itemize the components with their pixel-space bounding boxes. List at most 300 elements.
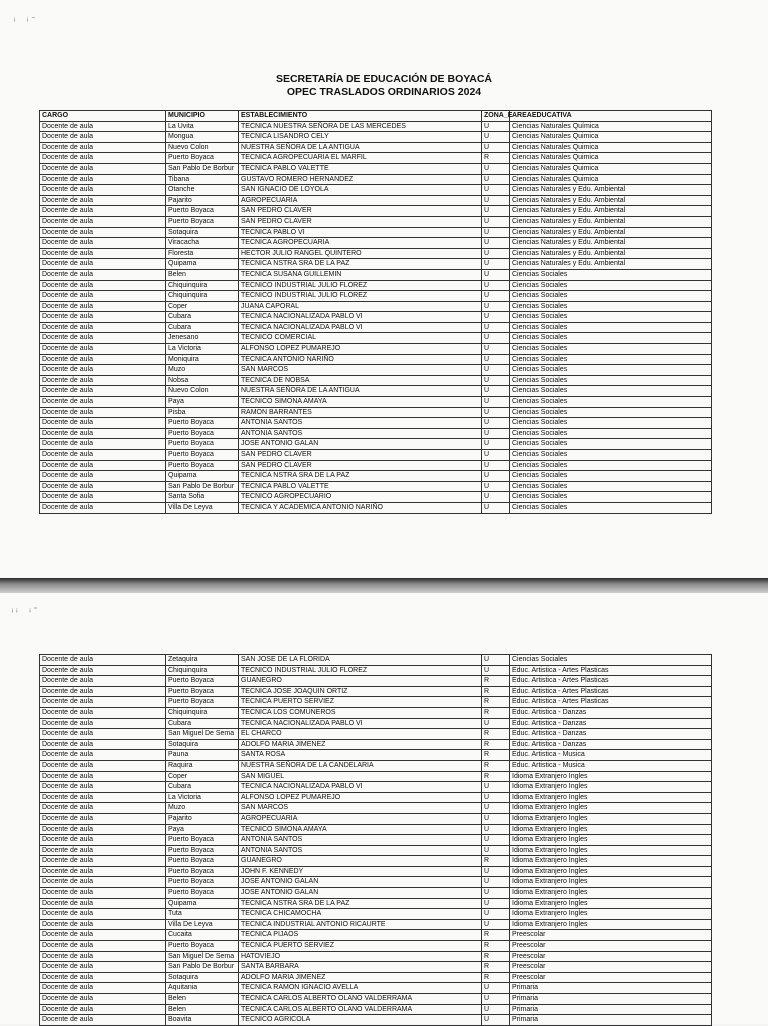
cell-municipio: Cubara [166,322,239,333]
cell-cargo: Docente de aula [40,132,166,143]
cell-area-educativa: Ciencias Naturales y Edu. Ambiental [510,248,712,259]
corner-mark: ᵢ ᵢ⁻ [14,14,39,23]
cell-municipio: Muzo [166,803,239,814]
cell-establecimiento: TECNICO INDUSTRIAL JULIO FLOREZ [239,665,482,676]
cell-cargo: Docente de aula [40,195,166,206]
table-row [40,760,712,771]
table-row [40,803,712,814]
cell-establecimiento: TECNICA NUESTRA SEÑORA DE LAS MERCEDES [239,121,482,132]
cell-municipio: Coper [166,771,239,782]
table-row [40,174,712,185]
cell-area-educativa: Ciencias Sociales [510,407,712,418]
page-separator [0,578,768,593]
table-row [40,792,712,803]
cell-area-educativa: Idioma Extranjero Ingles [510,845,712,856]
cell-area-educativa: Ciencias Sociales [510,418,712,429]
cell-zona: R [482,707,510,718]
cell-establecimiento: SAN JOSE DE LA FLORIDA [239,655,482,666]
cell-cargo: Docente de aula [40,460,166,471]
cell-municipio: Puerto Boyaca [166,428,239,439]
cell-zona: U [482,206,510,217]
cell-area-educativa: Educ. Artistica - Musica [510,760,712,771]
cell-establecimiento: ADOLFO MARIA JIMENEZ [239,972,482,983]
cell-establecimiento: TECNICA RAMON IGNACIO AVELLA [239,983,482,994]
cell-establecimiento: EL CHARCO [239,729,482,740]
table-row [40,707,712,718]
table-row [40,439,712,450]
table-row [40,941,712,952]
cell-municipio: Moniquira [166,354,239,365]
cell-zona: U [482,492,510,503]
cell-cargo: Docente de aula [40,344,166,355]
cell-cargo: Docente de aula [40,248,166,259]
cell-area-educativa: Educ. Artistica - Danzas [510,718,712,729]
cell-cargo: Docente de aula [40,216,166,227]
cell-cargo: Docente de aula [40,813,166,824]
table-row [40,972,712,983]
cell-zona: U [482,365,510,376]
cell-area-educativa: Idioma Extranjero Ingles [510,877,712,888]
cell-zona: U [482,813,510,824]
cell-establecimiento: AGROPECUARIA [239,195,482,206]
cell-cargo: Docente de aula [40,972,166,983]
cell-establecimiento: TECNICA ANTONIO NARIÑO [239,354,482,365]
document-subtitle: OPEC TRASLADOS ORDINARIOS 2024 [286,86,482,98]
cell-cargo: Docente de aula [40,174,166,185]
cell-municipio: Mongua [166,132,239,143]
cell-cargo: Docente de aula [40,354,166,365]
table-row [40,866,712,877]
cell-establecimiento: TECNICA LOS COMUNEROS [239,707,482,718]
table-row [40,185,712,196]
table-row [40,195,712,206]
cell-establecimiento: TECNICA PUERTO SERVIEZ [239,941,482,952]
cell-zona: U [482,185,510,196]
cell-area-educativa: Ciencias Naturales Quimica [510,142,712,153]
cell-area-educativa: Ciencias Naturales y Edu. Ambiental [510,216,712,227]
cell-establecimiento: TECNICA LISANDRO CELY [239,132,482,143]
document-header [0,73,768,99]
table-row [40,291,712,302]
cell-area-educativa: Ciencias Naturales y Edu. Ambiental [510,259,712,270]
cell-municipio: San Pablo De Borbur [166,481,239,492]
cell-municipio: Puerto Boyaca [166,866,239,877]
cell-municipio: Puerto Boyaca [166,877,239,888]
cell-area-educativa: Ciencias Sociales [510,450,712,461]
cell-area-educativa: Educ. Artistica - Artes Plasticas [510,686,712,697]
cell-establecimiento: SAN MARCOS [239,803,482,814]
cell-establecimiento: SANTA ROSA [239,750,482,761]
cell-establecimiento: GUANEGRO [239,856,482,867]
cell-establecimiento: JOHN F. KENNEDY [239,866,482,877]
cell-zona: U [482,301,510,312]
cell-area-educativa: Idioma Extranjero Ingles [510,888,712,899]
cell-municipio: Chiquinquira [166,665,239,676]
cell-area-educativa: Idioma Extranjero Ingles [510,909,712,920]
cell-cargo: Docente de aula [40,898,166,909]
table-row [40,121,712,132]
cell-establecimiento: TECNICA AGROPECUARIA EL MARFIL [239,153,482,164]
cell-establecimiento: TECNICA NACIONALIZADA PABLO VI [239,718,482,729]
cell-municipio: Sotaquira [166,739,239,750]
page-2 [0,593,768,1024]
cell-area-educativa: Ciencias Sociales [510,397,712,408]
cell-municipio: Belen [166,269,239,280]
cell-establecimiento: SAN MARCOS [239,365,482,376]
cell-zona: R [482,856,510,867]
cell-zona: U [482,354,510,365]
cell-area-educativa: Ciencias Sociales [510,439,712,450]
cell-establecimiento: TECNICO SIMONA AMAYA [239,397,482,408]
cell-cargo: Docente de aula [40,439,166,450]
cell-area-educativa: Educ. Artistica - Danzas [510,729,712,740]
cell-zona: U [482,782,510,793]
cell-cargo: Docente de aula [40,888,166,899]
cell-cargo: Docente de aula [40,375,166,386]
table-row [40,835,712,846]
cell-zona: U [482,163,510,174]
cell-municipio: Puerto Boyaca [166,153,239,164]
cell-municipio: Puerto Boyaca [166,676,239,687]
cell-zona: U [482,227,510,238]
cell-municipio: Puerto Boyaca [166,206,239,217]
cell-municipio: Santa Sofia [166,492,239,503]
cell-area-educativa: Primaria [510,983,712,994]
cell-cargo: Docente de aula [40,312,166,323]
cell-cargo: Docente de aula [40,502,166,513]
cell-area-educativa: Idioma Extranjero Ingles [510,835,712,846]
header-zona: ZONA_E [482,111,510,122]
cell-cargo: Docente de aula [40,365,166,376]
cell-area-educativa: Preescolar [510,930,712,941]
cell-area-educativa: Educ. Artistica - Artes Plasticas [510,697,712,708]
cell-cargo: Docente de aula [40,418,166,429]
cell-municipio: Aquitania [166,983,239,994]
cell-municipio: Cubara [166,782,239,793]
cell-zona: U [482,195,510,206]
cell-establecimiento: TECNICO COMERCIAL [239,333,482,344]
cell-establecimiento: NUESTRA SEÑORA DE LA ANTIGUA [239,142,482,153]
cell-establecimiento: TECNICA PABLO VALETTE [239,163,482,174]
cell-municipio: Paya [166,824,239,835]
table-row [40,460,712,471]
cell-municipio: Puerto Boyaca [166,856,239,867]
table-row [40,1004,712,1015]
table-row [40,502,712,513]
cell-municipio: San Pablo De Borbur [166,962,239,973]
cell-cargo: Docente de aula [40,428,166,439]
cell-zona: U [482,1004,510,1015]
cell-area-educativa: Ciencias Sociales [510,460,712,471]
cell-cargo: Docente de aula [40,301,166,312]
cell-area-educativa: Ciencias Sociales [510,481,712,492]
cell-cargo: Docente de aula [40,951,166,962]
cell-municipio: La Victoria [166,792,239,803]
table-row [40,280,712,291]
cell-cargo: Docente de aula [40,697,166,708]
cell-zona: U [482,460,510,471]
cell-establecimiento: TECNICA INDUSTRIAL ANTONIO RICAURTE [239,919,482,930]
cell-cargo: Docente de aula [40,856,166,867]
cell-establecimiento: ANTONIA SANTOS [239,845,482,856]
cell-establecimiento: TECNICA PABLO VI [239,227,482,238]
cell-zona: U [482,291,510,302]
cell-area-educativa: Ciencias Sociales [510,280,712,291]
cell-area-educativa: Ciencias Naturales Quimica [510,132,712,143]
table-row [40,983,712,994]
cell-zona: U [482,174,510,185]
cell-establecimiento: JOSE ANTONIO GALAN [239,439,482,450]
table-row [40,216,712,227]
cell-establecimiento: GUANEGRO [239,676,482,687]
cell-cargo: Docente de aula [40,962,166,973]
cell-municipio: Pajarito [166,195,239,206]
cell-area-educativa: Idioma Extranjero Ingles [510,919,712,930]
cell-establecimiento: JOSE ANTONIO GALAN [239,877,482,888]
cell-municipio: Raquira [166,760,239,771]
cell-establecimiento: JOSE ANTONIO GALAN [239,888,482,899]
cell-area-educativa: Idioma Extranjero Ingles [510,866,712,877]
cell-municipio: Puerto Boyaca [166,888,239,899]
cell-area-educativa: Ciencias Naturales Quimica [510,174,712,185]
cell-zona: U [482,792,510,803]
table-row [40,962,712,973]
cell-cargo: Docente de aula [40,909,166,920]
cell-cargo: Docente de aula [40,386,166,397]
cell-area-educativa: Educ. Artistica - Artes Plasticas [510,676,712,687]
cell-cargo: Docente de aula [40,259,166,270]
cell-cargo: Docente de aula [40,782,166,793]
cell-zona: U [482,803,510,814]
cell-zona: U [482,983,510,994]
cell-establecimiento: SAN PEDRO CLAVER [239,206,482,217]
cell-municipio: Puerto Boyaca [166,439,239,450]
table-row [40,994,712,1005]
cell-zona: U [482,718,510,729]
cell-municipio: Nuevo Colon [166,142,239,153]
cell-municipio: San Miguel De Sema [166,729,239,740]
cell-municipio: Quipama [166,898,239,909]
header-cargo: CARGO [40,111,166,122]
cell-area-educativa: Idioma Extranjero Ingles [510,803,712,814]
cell-municipio: Quipama [166,259,239,270]
cell-zona: U [482,471,510,482]
cell-zona: U [482,216,510,227]
cell-zona: R [482,697,510,708]
cell-cargo: Docente de aula [40,718,166,729]
cell-municipio: Puerto Boyaca [166,460,239,471]
cell-municipio: Puerto Boyaca [166,686,239,697]
cell-municipio: Cubara [166,312,239,323]
cell-cargo: Docente de aula [40,471,166,482]
table-header-row [40,111,712,122]
cell-establecimiento: AGROPECUARIA [239,813,482,824]
traslados-table-page-2 [39,654,712,1026]
cell-area-educativa: Ciencias Sociales [510,428,712,439]
cell-area-educativa: Ciencias Naturales Quimica [510,153,712,164]
cell-establecimiento: SAN IGNACIO DE LOYOLA [239,185,482,196]
cell-zona: R [482,951,510,962]
table-row [40,951,712,962]
cell-area-educativa: Ciencias Sociales [510,655,712,666]
cell-establecimiento: HATOVIEJO [239,951,482,962]
cell-area-educativa: Ciencias Naturales Química [510,121,712,132]
table-row [40,397,712,408]
table-row [40,909,712,920]
table-row [40,824,712,835]
cell-zona: R [482,930,510,941]
corner-mark: ᵢᵢ ᵢ⁼ [12,605,41,614]
cell-cargo: Docente de aula [40,729,166,740]
cell-cargo: Docente de aula [40,835,166,846]
table-row [40,428,712,439]
cell-municipio: Tibana [166,174,239,185]
cell-municipio: Puerto Boyaca [166,835,239,846]
cell-municipio: Puerto Boyaca [166,697,239,708]
cell-zona: U [482,845,510,856]
cell-municipio: Villa De Leyva [166,502,239,513]
cell-cargo: Docente de aula [40,142,166,153]
cell-area-educativa: Ciencias Sociales [510,269,712,280]
cell-area-educativa: Idioma Extranjero Ingles [510,898,712,909]
cell-zona: R [482,739,510,750]
cell-cargo: Docente de aula [40,792,166,803]
cell-zona: U [482,877,510,888]
cell-cargo: Docente de aula [40,450,166,461]
cell-municipio: Belen [166,1004,239,1015]
table-row [40,418,712,429]
cell-establecimiento: ANTONIA SANTOS [239,428,482,439]
cell-area-educativa: Ciencias Sociales [510,365,712,376]
cell-municipio: Sotaquira [166,972,239,983]
cell-area-educativa: Preescolar [510,941,712,952]
table-row [40,248,712,259]
cell-establecimiento: TECNICA PIJAOS [239,930,482,941]
cell-area-educativa: Primaria [510,1004,712,1015]
cell-establecimiento: JUANA CAPORAL [239,301,482,312]
cell-zona: U [482,919,510,930]
cell-zona: U [482,238,510,249]
cell-zona: R [482,676,510,687]
cell-cargo: Docente de aula [40,1004,166,1015]
cell-cargo: Docente de aula [40,771,166,782]
cell-municipio: Coper [166,301,239,312]
cell-municipio: La Uvita [166,121,239,132]
cell-area-educativa: Ciencias Sociales [510,502,712,513]
cell-establecimiento: TECNICA NACIONALIZADA PABLO VI [239,312,482,323]
table-row [40,142,712,153]
cell-municipio: Puerto Boyaca [166,845,239,856]
cell-zona: U [482,142,510,153]
cell-zona: U [482,418,510,429]
table-row [40,877,712,888]
table-row [40,344,712,355]
cell-municipio: Cubara [166,718,239,729]
cell-establecimiento: TECNICO INDUSTRIAL JULIO FLOREZ [239,291,482,302]
cell-cargo: Docente de aula [40,866,166,877]
cell-cargo: Docente de aula [40,930,166,941]
cell-establecimiento: TECNICA PUERTO SERVIEZ [239,697,482,708]
table-row [40,386,712,397]
cell-cargo: Docente de aula [40,121,166,132]
cell-cargo: Docente de aula [40,707,166,718]
table-row [40,782,712,793]
cell-cargo: Docente de aula [40,206,166,217]
cell-establecimiento: TECNICO SIMONA AMAYA [239,824,482,835]
cell-area-educativa: Ciencias Sociales [510,386,712,397]
cell-zona: R [482,686,510,697]
cell-zona: U [482,132,510,143]
cell-cargo: Docente de aula [40,238,166,249]
cell-area-educativa: Primaria [510,994,712,1005]
cell-cargo: Docente de aula [40,185,166,196]
table-row [40,153,712,164]
cell-cargo: Docente de aula [40,941,166,952]
cell-area-educativa: Ciencias Sociales [510,301,712,312]
cell-zona: U [482,397,510,408]
cell-municipio: Chiquinquira [166,707,239,718]
cell-municipio: San Pablo De Borbur [166,163,239,174]
table-row [40,919,712,930]
cell-establecimiento: SAN PEDRO CLAVER [239,216,482,227]
cell-cargo: Docente de aula [40,655,166,666]
cell-municipio: Pajarito [166,813,239,824]
cell-zona: U [482,655,510,666]
cell-cargo: Docente de aula [40,269,166,280]
cell-area-educativa: Idioma Extranjero Ingles [510,856,712,867]
table-row [40,354,712,365]
cell-establecimiento: TECNICA NACIONALIZADA PABLO VI [239,782,482,793]
cell-establecimiento: TECNICA JOSE JOAQUIN ORTIZ [239,686,482,697]
table-row [40,132,712,143]
table-row [40,206,712,217]
cell-municipio: Puerto Boyaca [166,450,239,461]
cell-municipio: Otanche [166,185,239,196]
cell-cargo: Docente de aula [40,803,166,814]
cell-establecimiento: ANTONIA SANTOS [239,418,482,429]
cell-establecimiento: TECNICA CHICAMOCHA [239,909,482,920]
cell-area-educativa: Ciencias Naturales y Edu. Ambiental [510,195,712,206]
cell-zona: U [482,866,510,877]
cell-zona: U [482,428,510,439]
cell-area-educativa: Ciencias Sociales [510,375,712,386]
cell-municipio: Jenesano [166,333,239,344]
cell-zona: U [482,824,510,835]
cell-establecimiento: TECNICA Y ACADEMICA ANTONIO NARIÑO [239,502,482,513]
cell-cargo: Docente de aula [40,994,166,1005]
cell-zona: R [482,729,510,740]
cell-municipio: Paya [166,397,239,408]
cell-cargo: Docente de aula [40,291,166,302]
cell-zona: R [482,760,510,771]
cell-zona: R [482,153,510,164]
cell-area-educativa: Idioma Extranjero Ingles [510,771,712,782]
cell-cargo: Docente de aula [40,983,166,994]
cell-municipio: Tuta [166,909,239,920]
cell-establecimiento: TECNICA CARLOS ALBERTO OLANO VALDERRAMA [239,1004,482,1015]
table-row [40,856,712,867]
table-row [40,898,712,909]
cell-area-educativa: Idioma Extranjero Ingles [510,813,712,824]
cell-area-educativa: Ciencias Sociales [510,312,712,323]
cell-cargo: Docente de aula [40,760,166,771]
table-row [40,697,712,708]
cell-area-educativa: Idioma Extranjero Ingles [510,782,712,793]
table-row [40,322,712,333]
table-row [40,238,712,249]
cell-area-educativa: Ciencias Sociales [510,322,712,333]
document-title: SECRETARÍA DE EDUCACIÓN DE BOYACÁ [275,73,493,85]
